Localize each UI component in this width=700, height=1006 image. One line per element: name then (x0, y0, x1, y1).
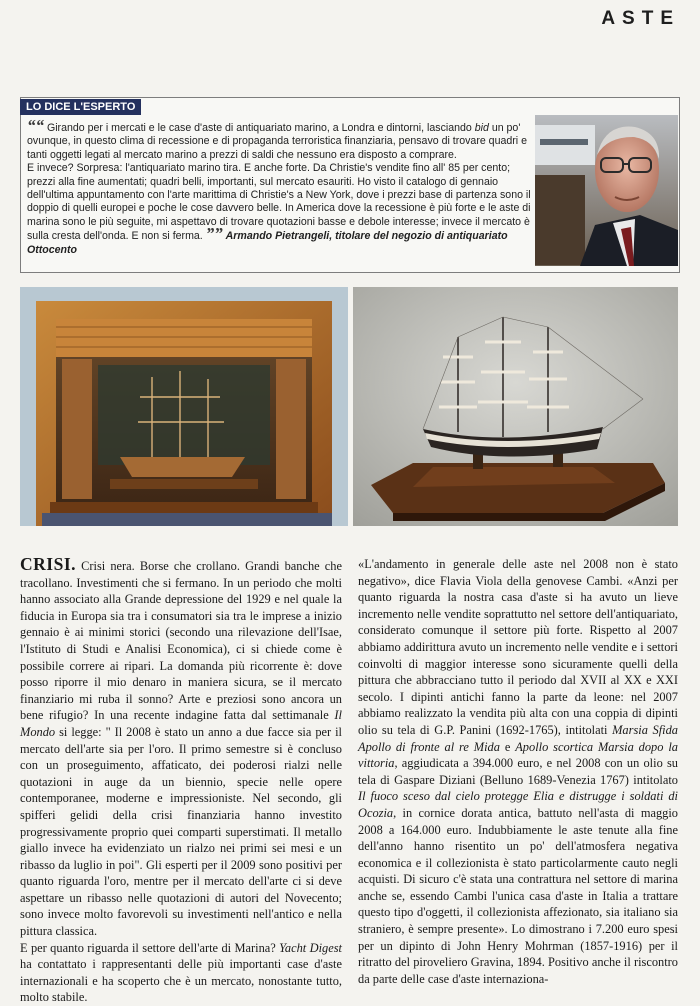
col2-t4: , in cornice dorata antica, battuto nell'asta di maggio 2008 a 164.000 euro. Indubbiamente le aste tenute alla fine dell'anno hanno risentito un po' dell'atmosfera negativa economica e il collezionista è stato particolarmente cauto negli acquisti. Di sicuro c'è stata una contrattura nel settore di marina anche se, essendo Cambi l'unica casa d'aste in Italia a trattare questo tipo d'oggetti, il collezionista affezionato, sia italiano sia straniero, è sempre presente». Lo dimostrano i 7.200 euro spesi per un dipinto di John Henry Mohrman (1857-1916) per il ritratto del piroveliero Gravina, 1894. Positivo anche il riscontro da parte delle case d'aste internaziona- (358, 805, 678, 986)
article-column-2 (358, 556, 678, 987)
expert-box-tag: LO DICE L'ESPERTO (20, 99, 141, 115)
expert-quote (27, 116, 533, 257)
section-label: ASTE (601, 8, 680, 29)
quote-part1: Girando per i mercati e le case d'aste di antiquariato marino, a Londra e dintorni, lasciando (46, 122, 475, 134)
ship-cabinet-photo (20, 287, 348, 526)
col2-t2: e (499, 739, 516, 754)
expert-portrait (535, 115, 678, 266)
col2-t1: «L'andamento in generale delle aste nel 2008 non è stato negativo», dice Flavia Viola della genovese Cambi. «Anzi per quanto riguarda la nostra casa d'aste si ha avuto un lieve incremento nelle vendite soprattutto nel settore dell'antiquariato, considerato comunque il settore più forte. Rispetto al 2007 abbiamo addirittura avuto un incremento nelle vendite e i settori coinvolti di maggior interesse sono sicuramente quelli della pittura che abbracciano tutto il periodo dal XVII al XX e XXI secolo. I dipinti antichi fanno la parte da leone: nel 2007 abbiamo realizzato la vendita più alta con una coppia di dipinti olio su tela di G.P. Panini (1692-1765), intitolati (358, 557, 678, 737)
col1-p1-end: si legge: " Il 2008 è stato un anno a due facce sia per il mercato dell'arte sia per l'oro. Il primo semestre si è concluso con un proseguimento, affaticato, dei poderosi rialzi nelle quotazioni in auge da un biennio, specie nelle opere contemporanee, moderne e impressioniste. Nel secondo, gli spifferi gelidi della crisi finanziaria hanno investito progressivamente proprio quei comparti superstimati. Il metallo giallo invece ha evidenziato un rialzo nei primi sei mesi e un ribasso da luglio in poi". Gli esperti per il 2009 sono positivi per quanto riguarda l'oro, mentre per il mercato dell'arte ci si deve aspettare un ribasso nelle quotazioni di autori del Novecento; sono invece molto favorevoli su investimenti nell'antico e nella pittura classica. (20, 724, 342, 939)
col1-p2-end: ha contattato i rappresentanti delle più importanti case d'aste internazionali e ha scoperto che è un mercato, nonostante tutto, molto stabile. (20, 957, 342, 1005)
quote-part2: un po' ovunque, in questo clima di recessione e di propaganda terroristica finanziaria, pensavo di trovare quadri e tanti oggetti legati al mercato marino a prezzi di saldi che nessuno era disposto a comprare. (27, 122, 527, 161)
col2-t3: , aggiudicata a 394.000 euro, e nel 2008 con un olio su tela di Gaspare Diziani (Belluno 1689-Venezia 1767) intitolato (358, 756, 678, 787)
ship-cabinet-image (20, 287, 348, 526)
quote-signature: Armando Pietrangeli, titolare del negozio di antiquariato Ottocento (27, 230, 508, 256)
quote-bid: bid (474, 122, 489, 134)
col1-p1: Crisi nera. Borse che crollano. Grandi banche che tracollano. Investimenti che si fermano. In un periodo che molti hanno associato alla Grande depressione del 1929 e nel quale la fiducia in Europa sia tra i consumatori sia tra le imprese a inizio gennaio è ai minimi storici (secondo una rilevazione dell'Isae, l'Istituto di Studi e Analisi Economica), ci si chiede come è possibile correre ai ripari. La domanda più ricorrente è: dove posso riporre il mio denaro in maniera sicura, se il mercato finanziario mi ruba il sonno? Arte e preziosi sono ancora un bene rifugio? In una recente indagine fatta dal settimanale (20, 559, 342, 723)
col1-p2-italic: Yacht Digest (279, 940, 342, 955)
col2-i1: Marsia Sfida Apollo di fronte al re Mida (358, 722, 678, 754)
ship-base-image (353, 287, 678, 526)
quote-open-mark: ““ (27, 116, 44, 135)
ship-base-photo (353, 287, 678, 526)
expert-portrait-image (535, 115, 678, 266)
quote-part3: E invece? Sorpresa: l'antiquariato marino tira. E anche forte. Da Christie's vendite fino all' 85 per cento; prezzi alla fine aumentati; quadri belli, importanti, sul mercato esauriti. Ho visto il catalogo di gennaio dell'ultima appuntamento con l'arte marittima di Christie's a New York, dove i prezzi base di partenza sono il doppio di quelli europei e poche le cose davvero belle. In America dove la recessione è più forte e le aste di marina sono le più seguite, mi aspettavo di trovare quotazioni basse e debole interesse; invece il mercato è sulla cresta dell'onda. E non si ferma. (27, 162, 531, 243)
article-column-1 (20, 556, 342, 1006)
col1-p2: E per quanto riguarda il settore dell'arte di Marina? (20, 940, 280, 955)
col2-i2: Apollo scortica Marsia dopo la vittoria (358, 739, 678, 771)
col1-p1-italic: Il Mondo (20, 708, 342, 739)
quote-close-mark: ”” (205, 224, 223, 244)
drop-word: CRISI. (20, 554, 77, 574)
col2-i3: Il fuoco sceso dal cielo protegge Elia e distrugge i soldati di Ocozia (358, 789, 678, 820)
